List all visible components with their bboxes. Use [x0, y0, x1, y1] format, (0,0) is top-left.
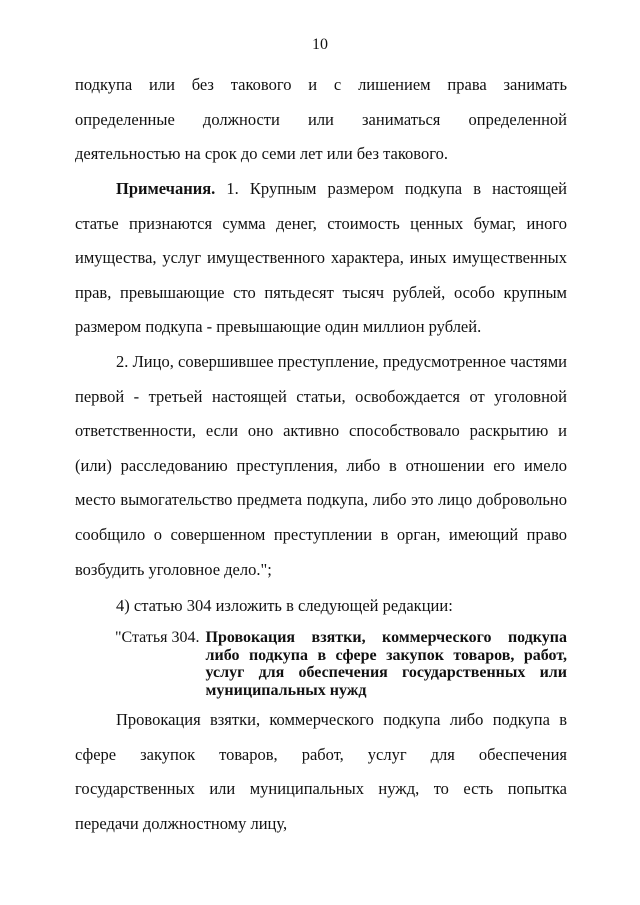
article-title: Провокация взятки, коммерческого подкупа либо подкупа в сфере закупок товаров, работ, услуг для обеспечения государственных или муниципальных нужд	[205, 629, 567, 699]
note-2-text: 2. Лицо, совершившее преступление, предусмотренное частями первой - третьей настоящей статьи, освобождается от уголовной ответственности, если оно активно способствовало раскрытию и (или) расследованию преступления, либо в отношении его имело место вымогательство предмета подкупа, либо это лицо добровольно сообщило о совершенном преступлении в орган, имеющий право возбудить уголовное дело.";	[75, 352, 567, 579]
paragraph-article-body	[75, 703, 567, 841]
page-number: 10	[312, 36, 328, 53]
article-label: "Статья 304.	[115, 629, 200, 646]
notes-text: 1. Крупным размером подкупа в настоящей статье признаются сумма денег, стоимость ценных бумаг, иного имущества, услуг имущественного характера, иных имущественных прав, превышающие сто пятьдесят тысяч рублей, особо крупным размером подкупа - превышающие один миллион рублей.	[75, 179, 567, 337]
notes-paragraph	[75, 172, 567, 345]
article-heading	[115, 629, 567, 699]
article-body-text: Провокация взятки, коммерческого подкупа либо подкупа в сфере закупок товаров, работ, услуг для обеспечения государственных или муниципальных нужд, то есть попытка передачи должностному лицу,	[75, 710, 567, 833]
paragraph-notes	[75, 172, 567, 345]
amendment-text: 4) статью 304 изложить в следующей редакции:	[116, 596, 453, 615]
paragraph-text: подкупа или без такового и с лишением права занимать определенные должности или заниматься определенной деятельностью на срок до семи лет или без такового.	[75, 75, 567, 164]
paragraph-amendment	[75, 589, 567, 624]
paragraph-continuation	[75, 68, 567, 172]
notes-heading: Примечания.	[116, 179, 216, 198]
paragraph-note-2	[75, 345, 567, 587]
